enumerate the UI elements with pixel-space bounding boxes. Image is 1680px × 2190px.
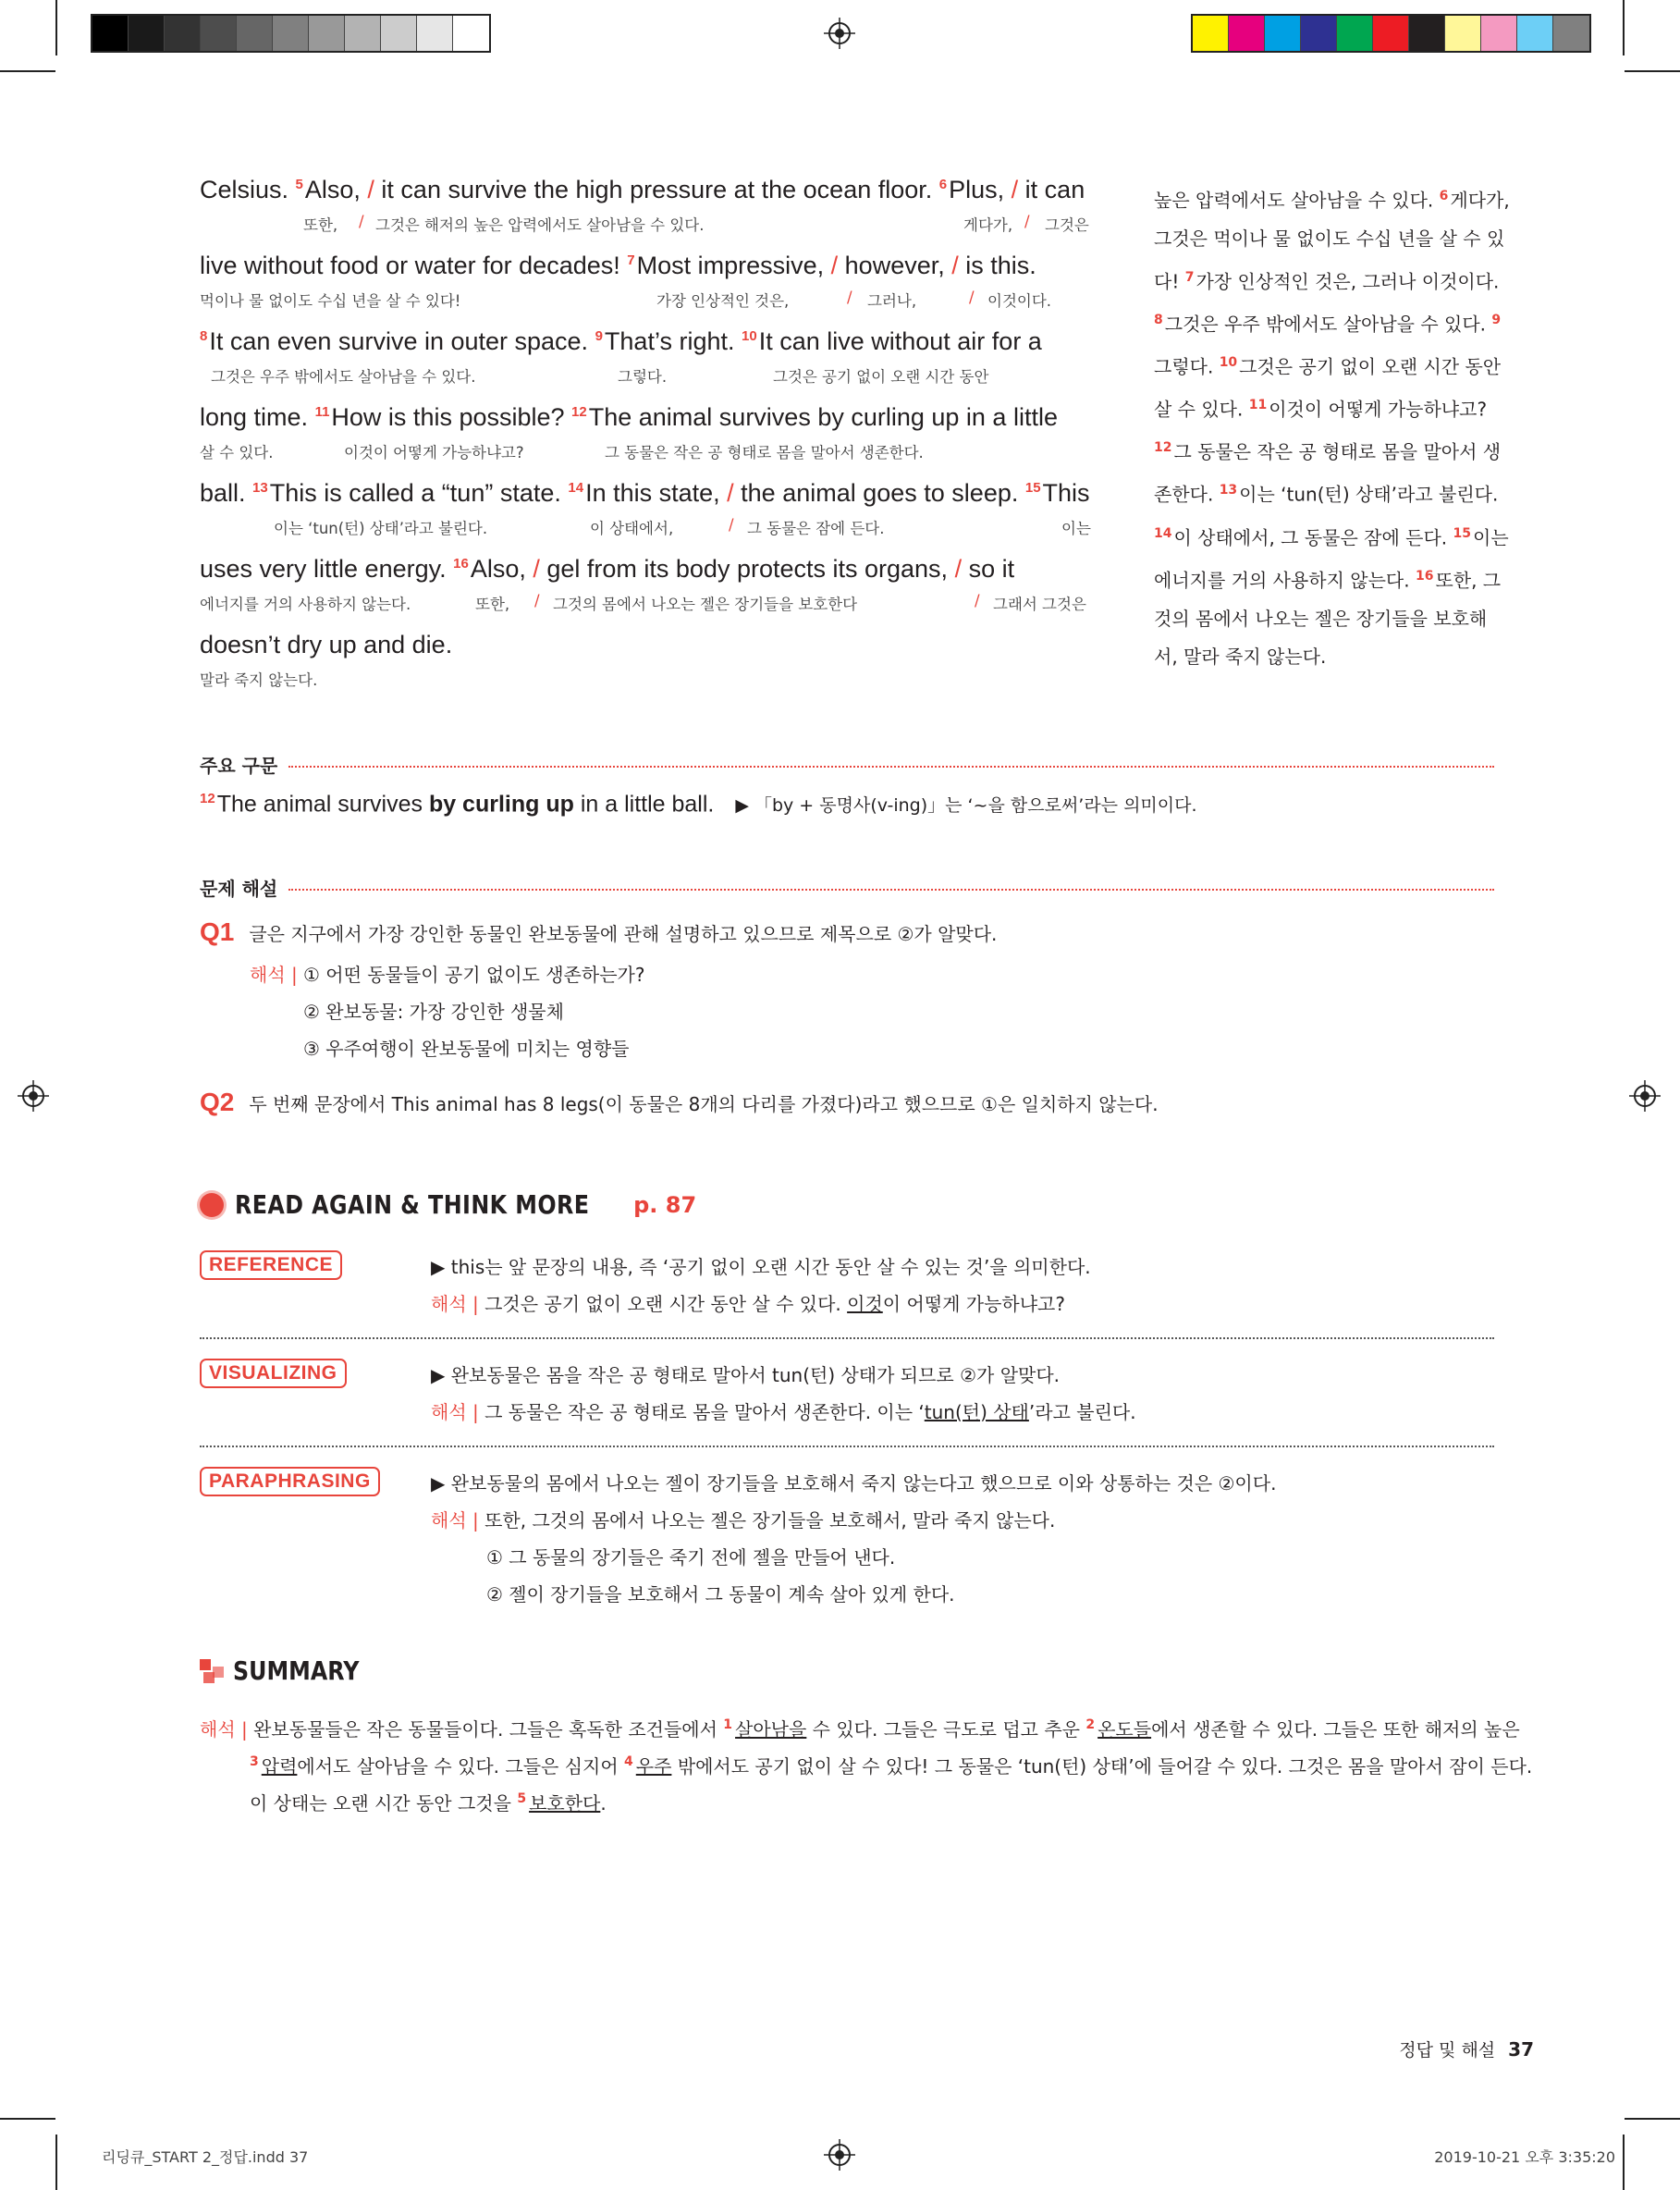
chunk-slash: / xyxy=(359,213,364,230)
paraphrasing-note: ▶ 완보동물의 몸에서 나오는 젤이 장기들을 보호해서 죽지 않는다고 했으므로 이와 상통하는 것은 ②이다. xyxy=(431,1472,1277,1495)
summary-line-3 xyxy=(250,1789,607,1815)
blank-answer: 우주 xyxy=(635,1755,672,1778)
translation-label: 해석 | xyxy=(431,1401,479,1423)
read-again-header xyxy=(200,1189,696,1220)
passage-line xyxy=(200,403,1124,479)
sentence-number: 10 xyxy=(742,328,757,344)
summary-text: 에서도 살아남을 수 있다. 그들은 심지어 xyxy=(297,1755,625,1778)
key-sentence xyxy=(200,791,1197,818)
question-text: 두 번째 문장에서 This animal has 8 legs(이 동물은 8개의 다리를 가졌다)라고 했으므로 ①은 일치하지 않는다. xyxy=(249,1093,1159,1115)
sentence-number: 12 xyxy=(571,404,587,420)
chunk-slash: / xyxy=(727,479,734,507)
translation-label: 해석 | xyxy=(431,1509,479,1532)
english-chunk: It can live without air for a xyxy=(758,327,1042,355)
key-structure-header xyxy=(200,751,1494,778)
translation-text: ’라고 불린다. xyxy=(1028,1401,1136,1423)
chunk-slash: / xyxy=(975,592,980,609)
passage-line xyxy=(200,176,1124,252)
english-chunk: Plus, xyxy=(949,176,1012,203)
summary-icon xyxy=(200,1659,224,1683)
color-swatch xyxy=(1517,16,1553,51)
color-swatch xyxy=(1409,16,1445,51)
blank-answer: 보호한다 xyxy=(529,1792,601,1815)
registration-mark-icon xyxy=(18,1080,49,1112)
passage-line xyxy=(200,252,1124,327)
section-title: SUMMARY xyxy=(233,1655,360,1686)
translation-text: 이것이 어떻게 가능하냐고? xyxy=(1269,398,1488,421)
dotted-divider xyxy=(288,766,1494,768)
sentence-number: 14 xyxy=(568,480,584,496)
color-swatch xyxy=(1553,16,1589,51)
visualizing-translation xyxy=(431,1397,1136,1424)
translation-text: 또한, 그것의 몸에서 나오는 젤은 장기들을 보호해서, 말라 죽지 않는다. xyxy=(484,1509,1056,1532)
chunk-slash: / xyxy=(367,176,374,203)
reading-passage xyxy=(200,176,1124,707)
summary-header xyxy=(200,1655,382,1686)
key-sentence-post: in a little ball. xyxy=(573,791,715,818)
english-chunk: is this. xyxy=(958,252,1036,279)
crop-mark xyxy=(0,70,55,72)
key-sentence-bold: by curling up xyxy=(428,791,574,818)
translation-text: 이는 ‘tun(턴) 상태’라고 불린다. xyxy=(1239,484,1499,507)
english-chunk: so it xyxy=(962,555,1015,583)
process-color-bar xyxy=(1191,14,1591,53)
translation-text: 그렇다. xyxy=(1154,355,1220,378)
english-chunk: doesn’t dry up and die. xyxy=(200,631,453,658)
sentence-number: 12 xyxy=(200,791,215,806)
summary-text: . xyxy=(600,1792,607,1815)
english-text xyxy=(200,631,452,659)
korean-gloss: 그것의 몸에서 나오는 젤은 장기들을 보호한다 xyxy=(553,596,858,613)
translation-text: 게다가, 그것은 먹이나 물 없이도 수십 년을 살 수 있다! xyxy=(1154,189,1510,293)
blank-answer: 압력 xyxy=(261,1755,298,1778)
reference-translation xyxy=(431,1289,1065,1316)
summary-line-1 xyxy=(200,1715,1520,1741)
summary-line-2 xyxy=(250,1752,1532,1778)
color-swatch xyxy=(381,16,417,51)
english-chunk: That’s right. xyxy=(604,327,742,355)
translation-text: 또한, 그것의 몸에서 나오는 젤은 장기들을 보호해서, 말라 죽지 않는다. xyxy=(1154,569,1502,669)
english-chunk: This is called a “tun” state. xyxy=(269,479,569,507)
section-title: 문제 해설 xyxy=(200,878,278,900)
chunk-slash: / xyxy=(847,289,852,306)
passage-line xyxy=(200,479,1124,555)
english-chunk: gel from its body protects its organs, xyxy=(539,555,955,583)
translation-text: 그 동물은 작은 공 형태로 몸을 말아서 생존한다. xyxy=(1154,440,1502,507)
reference-tag: REFERENCE xyxy=(200,1250,342,1280)
sentence-number: 15 xyxy=(1453,525,1471,541)
color-swatch xyxy=(1301,16,1337,51)
korean-gloss: 가장 인상적인 것은, xyxy=(656,292,790,310)
color-swatch xyxy=(417,16,453,51)
paraphrasing-option-1: ① 그 동물의 장기들은 죽기 전에 젤을 만들어 낸다. xyxy=(486,1546,896,1569)
sentence-number: 16 xyxy=(453,556,469,572)
blank-answer: 살아남을 xyxy=(735,1718,807,1741)
sentence-number: 10 xyxy=(1219,354,1238,370)
chunk-slash: / xyxy=(729,516,734,534)
sentence-number: 13 xyxy=(1219,483,1238,498)
page-reference: p. 87 xyxy=(633,1191,697,1218)
color-swatch xyxy=(345,16,381,51)
translation-text: 높은 압력에서도 살아남을 수 있다. xyxy=(1154,189,1440,212)
english-chunk: How is this possible? xyxy=(331,403,572,431)
page-number: 37 xyxy=(1508,2038,1534,2061)
english-chunk: long time. xyxy=(200,403,315,431)
sentence-number: 5 xyxy=(295,177,303,192)
translation-text: 그것은 우주 밖에서도 살아남을 수 있다. xyxy=(1164,313,1492,336)
crop-mark xyxy=(1623,0,1625,55)
translation-text: 이 어떻게 가능하냐고? xyxy=(882,1293,1065,1315)
question-1 xyxy=(200,917,997,947)
translation-label: 해석 | xyxy=(250,964,298,986)
color-swatch xyxy=(165,16,201,51)
translation-text: 이 상태에서, 그 동물은 잠에 든다. xyxy=(1173,526,1453,549)
english-text xyxy=(200,479,1090,508)
grammar-note: ▶ 「by + 동명사(v-ing)」는 ‘~을 함으로써’라는 의미이다. xyxy=(735,795,1197,817)
translation-text: 가장 인상적인 것은, 그러나 이것이다. xyxy=(1196,270,1500,293)
english-chunk: live without food or water for decades! xyxy=(200,252,628,279)
translation-column xyxy=(1154,178,1510,677)
paraphrasing-tag: PARAPHRASING xyxy=(200,1467,380,1496)
crop-mark xyxy=(55,0,57,55)
blank-number: 4 xyxy=(624,1754,633,1770)
english-chunk: Also, xyxy=(470,555,533,583)
color-swatch xyxy=(92,16,129,51)
sentence-number: 16 xyxy=(1415,568,1434,584)
crop-mark xyxy=(1625,70,1680,72)
color-swatch xyxy=(1337,16,1373,51)
korean-gloss: 이는 ‘tun(턴) 상태’라고 불린다. xyxy=(274,520,488,537)
bullet-icon xyxy=(200,1193,224,1217)
korean-gloss: 그것은 공기 없이 오랜 시간 동안 xyxy=(773,368,989,386)
color-swatch xyxy=(1265,16,1301,51)
chunk-slash: / xyxy=(1024,213,1030,230)
sentence-number: 7 xyxy=(627,252,635,268)
color-swatch xyxy=(237,16,273,51)
key-sentence-pre: The animal survives xyxy=(216,791,429,818)
reference-note: ▶ this는 앞 문장의 내용, 즉 ‘공기 없이 오랜 시간 동안 살 수 있는 것’을 의미한다. xyxy=(431,1256,1091,1278)
english-text xyxy=(200,555,1014,584)
explanations-header xyxy=(200,874,1494,901)
english-chunk: In this state, xyxy=(585,479,728,507)
dotted-divider xyxy=(200,1337,1494,1339)
section-title: 주요 구문 xyxy=(200,755,278,777)
question-label: Q2 xyxy=(200,1088,235,1116)
passage-line xyxy=(200,555,1124,631)
color-swatch xyxy=(1193,16,1229,51)
english-chunk: Also, xyxy=(304,176,368,203)
korean-gloss: 이것이 어떻게 가능하냐고? xyxy=(344,444,524,461)
korean-gloss: 또한, xyxy=(475,596,510,613)
english-text xyxy=(200,176,1085,204)
sentence-number: 8 xyxy=(200,328,208,344)
summary-text: 수 있다. 그들은 극도로 덥고 추운 xyxy=(806,1718,1086,1741)
korean-gloss: 말라 죽지 않는다. xyxy=(200,671,318,689)
english-chunk: This xyxy=(1042,479,1090,507)
translation-text: 이는 에너지를 거의 사용하지 않는다. xyxy=(1154,526,1509,592)
question-label: Q1 xyxy=(200,917,235,946)
color-swatch xyxy=(309,16,345,51)
color-swatch xyxy=(201,16,237,51)
registration-mark-icon xyxy=(824,18,855,49)
english-chunk: it can xyxy=(1018,176,1085,203)
sentence-number: 11 xyxy=(314,404,330,420)
color-swatch xyxy=(1481,16,1517,51)
summary-text: 에서 생존할 수 있다. 그들은 또한 해저의 높은 xyxy=(1151,1718,1520,1741)
korean-gloss: 그러나, xyxy=(867,292,917,310)
footer-label: 정답 및 해설 xyxy=(1399,2040,1496,2061)
visualizing-note: ▶ 완보동물은 몸을 작은 공 형태로 말아서 tun(턴) 상태가 되므로 ②가 알맞다. xyxy=(431,1364,1061,1386)
korean-gloss: 그것은 우주 밖에서도 살아남을 수 있다. xyxy=(211,368,476,386)
english-chunk: Celsius. xyxy=(200,176,296,203)
translation-label: 해석 | xyxy=(431,1293,479,1315)
korean-gloss: 또한, xyxy=(303,216,338,234)
section-title: READ AGAIN & THINK MORE xyxy=(235,1189,590,1220)
color-swatch xyxy=(1373,16,1409,51)
color-swatch xyxy=(273,16,309,51)
registration-mark-icon xyxy=(1629,1080,1661,1112)
korean-gloss: 그래서 그것은 xyxy=(993,596,1086,613)
question-text: 글은 지구에서 가장 강인한 동물인 완보동물에 관해 설명하고 있으므로 제목으로 ②가 알맞다. xyxy=(249,923,998,945)
korean-gloss: 그 동물은 작은 공 형태로 몸을 말아서 생존한다. xyxy=(605,444,924,461)
english-chunk: it can survive the high pressure at the ocean floor. xyxy=(374,176,939,203)
blank-number: 5 xyxy=(517,1791,527,1807)
korean-gloss: 그 동물은 잠에 든다. xyxy=(747,520,885,537)
korean-gloss: 그것은 xyxy=(1045,216,1089,234)
korean-gloss: 살 수 있다. xyxy=(200,444,274,461)
blank-number: 3 xyxy=(250,1754,259,1770)
crop-mark xyxy=(0,2118,55,2120)
gray-color-bar xyxy=(91,14,491,53)
english-chunk: Most impressive, xyxy=(636,252,831,279)
korean-gloss: 그렇다. xyxy=(618,368,668,386)
paraphrasing-option-2: ② 젤이 장기들을 보호해서 그 동물이 계속 살아 있게 한다. xyxy=(486,1583,955,1606)
passage-line xyxy=(200,631,1124,707)
color-swatch xyxy=(129,16,165,51)
question-2 xyxy=(200,1088,1159,1117)
sentence-number: 6 xyxy=(1439,189,1449,203)
english-chunk: however, xyxy=(838,252,952,279)
translation-text: 그것은 공기 없이 오랜 시간 동안 살 수 있다. xyxy=(484,1293,848,1315)
crop-mark xyxy=(55,2135,57,2190)
dotted-divider xyxy=(200,1446,1494,1447)
english-chunk: It can even survive in outer space. xyxy=(209,327,595,355)
color-swatch xyxy=(453,16,489,51)
english-chunk: The animal survives by curling up in a little xyxy=(588,403,1058,431)
option-2: ② 완보동물: 가장 강인한 생물체 xyxy=(303,1001,564,1023)
english-text xyxy=(200,252,1036,280)
chunk-slash: / xyxy=(1011,176,1019,203)
passage-line xyxy=(200,327,1124,403)
sentence-number: 9 xyxy=(595,328,603,344)
sentence-number: 6 xyxy=(938,177,948,192)
chunk-slash: / xyxy=(954,555,963,583)
english-chunk: the animal goes to sleep. xyxy=(733,479,1025,507)
registration-mark-icon xyxy=(824,2139,855,2171)
sentence-number: 14 xyxy=(1154,525,1172,541)
chunk-slash: / xyxy=(534,592,540,609)
visualizing-tag: VISUALIZING xyxy=(200,1359,347,1388)
sentence-number: 12 xyxy=(1154,440,1172,456)
korean-gloss: 에너지를 거의 사용하지 않는다. xyxy=(200,596,411,613)
underlined-word: tun(턴) 상태 xyxy=(924,1401,1029,1423)
slug-file: 리딩큐_START 2_정답.indd 37 xyxy=(102,2148,309,2166)
summary-text: 완보동물들은 작은 동물들이다. 그들은 혹독한 조건들에서 xyxy=(253,1718,724,1741)
summary-text: 밖에서도 공기 없이 살 수 있다! 그 동물은 ‘tun(턴) 상태’에 들어갈 수 있다. 그것은 몸을 말아서 잠이 든다. xyxy=(671,1755,1533,1778)
sentence-number: 8 xyxy=(1154,312,1163,327)
chunk-slash: / xyxy=(969,289,975,306)
underlined-word: 이것 xyxy=(847,1293,883,1315)
blank-number: 2 xyxy=(1085,1717,1096,1733)
korean-gloss: 게다가, xyxy=(963,216,1013,234)
sentence-number: 7 xyxy=(1184,269,1195,285)
korean-gloss: 이것이다. xyxy=(987,292,1052,310)
crop-mark xyxy=(1623,2135,1625,2190)
translation-label: 해석 | xyxy=(200,1718,248,1741)
sentence-number: 9 xyxy=(1491,312,1502,327)
dotted-divider xyxy=(288,889,1494,891)
slug-date: 2019-10-21 오후 3:35:20 xyxy=(1434,2148,1615,2166)
paraphrasing-translation xyxy=(431,1506,1055,1532)
color-swatch xyxy=(1445,16,1481,51)
korean-gloss: 이는 xyxy=(1061,520,1091,537)
color-swatch xyxy=(1229,16,1265,51)
blank-answer: 온도들 xyxy=(1098,1718,1152,1741)
korean-gloss: 그것은 해저의 높은 압력에서도 살아남을 수 있다. xyxy=(375,216,705,234)
sentence-number: 11 xyxy=(1248,398,1268,413)
korean-gloss: 이 상태에서, xyxy=(590,520,674,537)
english-chunk: ball. xyxy=(200,479,253,507)
blank-number: 1 xyxy=(723,1717,733,1733)
translation-text: 그 동물은 작은 공 형태로 몸을 말아서 생존한다. 이는 ‘ xyxy=(484,1401,925,1423)
korean-gloss: 먹이나 물 없이도 수십 년을 살 수 있다! xyxy=(200,292,461,310)
option-1: ① 어떤 동물들이 공기 없이도 생존하는가? xyxy=(303,964,645,986)
english-text xyxy=(200,403,1058,432)
chunk-slash: / xyxy=(830,252,839,279)
page-footer xyxy=(1399,2036,1534,2061)
english-text xyxy=(200,327,1042,356)
summary-text: 이 상태는 오랜 시간 동안 그것을 xyxy=(250,1792,518,1815)
sentence-number: 15 xyxy=(1024,480,1041,496)
english-chunk: uses very little energy. xyxy=(200,555,454,583)
option-3: ③ 우주여행이 완보동물에 미치는 영향들 xyxy=(303,1038,630,1060)
sentence-number: 13 xyxy=(252,480,268,496)
chunk-slash: / xyxy=(533,555,540,583)
chunk-slash: / xyxy=(951,252,959,279)
translation-text: 그것은 공기 없이 오랜 시간 동안 살 수 있다. xyxy=(1154,355,1502,421)
crop-mark xyxy=(1625,2118,1680,2120)
